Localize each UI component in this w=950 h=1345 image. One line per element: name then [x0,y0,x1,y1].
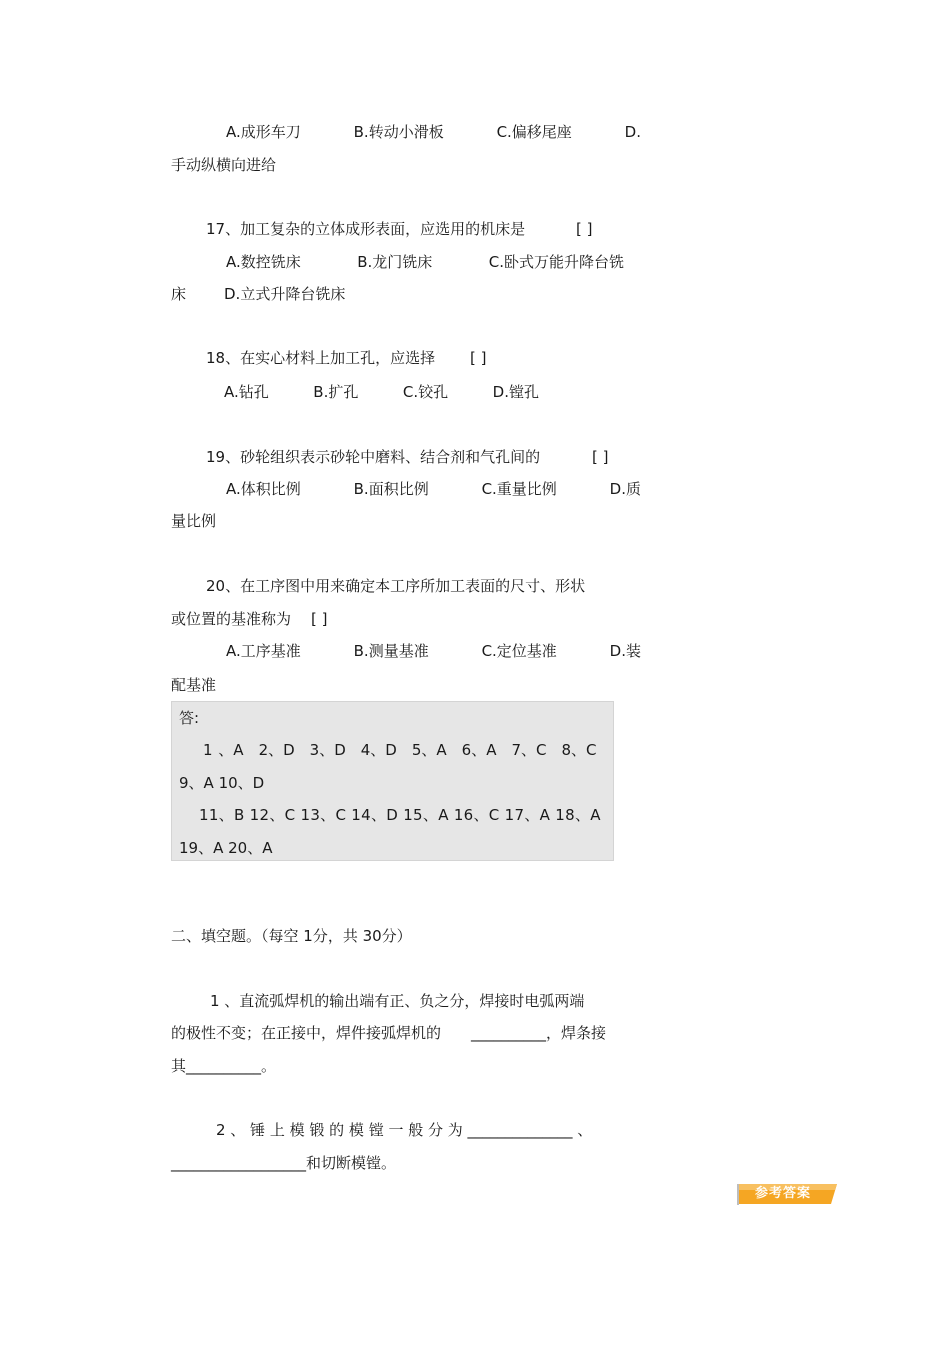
q19-stem: 19、砂轮组织表示砂轮中磨料、结合剂和气孔间的 [206,448,541,466]
q19-option-a: A.体积比例 [226,480,301,498]
q18-option-a: A.钻孔 [224,383,269,401]
q17-stem: 17、加工复杂的立体成形表面，应选用的机床是 [206,220,526,238]
q17-option-c: C.卧式万能升降台铣 [488,253,624,271]
q17-option-a: A.数控铣床 [226,253,301,271]
q19-option-b: B.面积比例 [353,480,429,498]
q16-option-a: A.成形车刀 [226,123,301,141]
q20-option-d-wrap: 配基准 [171,676,217,694]
q20-option-c: C.定位基准 [481,642,557,660]
q16-option-c: C.偏移尾座 [496,123,572,141]
answer-key-line1: 1 、A 2、D 3、D 4、D 5、A 6、A 7、C 8、C [203,741,597,759]
reference-answer-logo-text: 参考答案 [755,1186,812,1201]
q16-options [226,122,641,142]
q19-options [226,479,641,499]
q18-bracket: [ ] [470,349,487,367]
fill1-line3: 其__________。 [171,1057,277,1075]
q20-options [226,641,641,661]
section-2-heading: 二、填空题。（每空 1分，共 30分） [171,927,412,945]
fill2-line1: 2 、 锤 上 模 锻 的 模 镗 一 般 分 为 ______________ 、 [216,1121,593,1139]
q20-option-a: A.工序基准 [226,642,301,660]
q17-option-d: D.立式升降台铣床 [224,285,346,303]
q20-stem-line1: 20、在工序图中用来确定本工序所加工表面的尺寸、形状 [206,577,586,595]
q19-option-d-wrap: 量比例 [171,512,217,530]
fill2-line2: __________________和切断模镗。 [171,1154,397,1172]
q19-option-d: D.质 [609,480,641,498]
answer-key-line4: 19、A 20、A [179,839,273,857]
q17-options [226,252,624,272]
q19-option-c: C.重量比例 [481,480,557,498]
answer-key-box [171,701,614,861]
q18-options [224,382,539,402]
q18-option-c: C.铰孔 [402,383,449,401]
q16-option-d: D. [624,123,641,141]
q20-option-b: B.测量基准 [353,642,429,660]
q19-bracket: [ ] [592,448,609,466]
q20-bracket: [ ] [311,610,328,628]
q18-stem: 18、在实心材料上加工孔，应选择 [206,349,436,367]
reference-answer-logo [737,1183,837,1205]
answer-key-label: 答: [179,709,200,727]
fill1-line1: 1 、直流弧焊机的输出端有正、负之分，焊接时电弧两端 [210,992,585,1010]
q16-option-b: B.转动小滑板 [353,123,444,141]
q18-option-b: B.扩孔 [313,383,359,401]
q17-bracket: [ ] [576,220,593,238]
q18-option-d: D.镗孔 [492,383,539,401]
q16-option-d-wrap: 手动纵横向进给 [171,156,277,174]
q20-stem-line2: 或位置的基准称为 [171,610,292,628]
answer-key-line3: 11、B 12、C 13、C 14、D 15、A 16、C 17、A 18、A [199,806,601,824]
fill1-line2: 的极性不变；在正接中，焊件接弧焊机的 __________，焊条接 [171,1024,607,1042]
answer-key-line2: 9、A 10、D [179,774,265,792]
q17-option-b: B.龙门铣床 [357,253,433,271]
q20-option-d: D.装 [609,642,641,660]
q17-option-c-wrap: 床 [171,285,187,303]
